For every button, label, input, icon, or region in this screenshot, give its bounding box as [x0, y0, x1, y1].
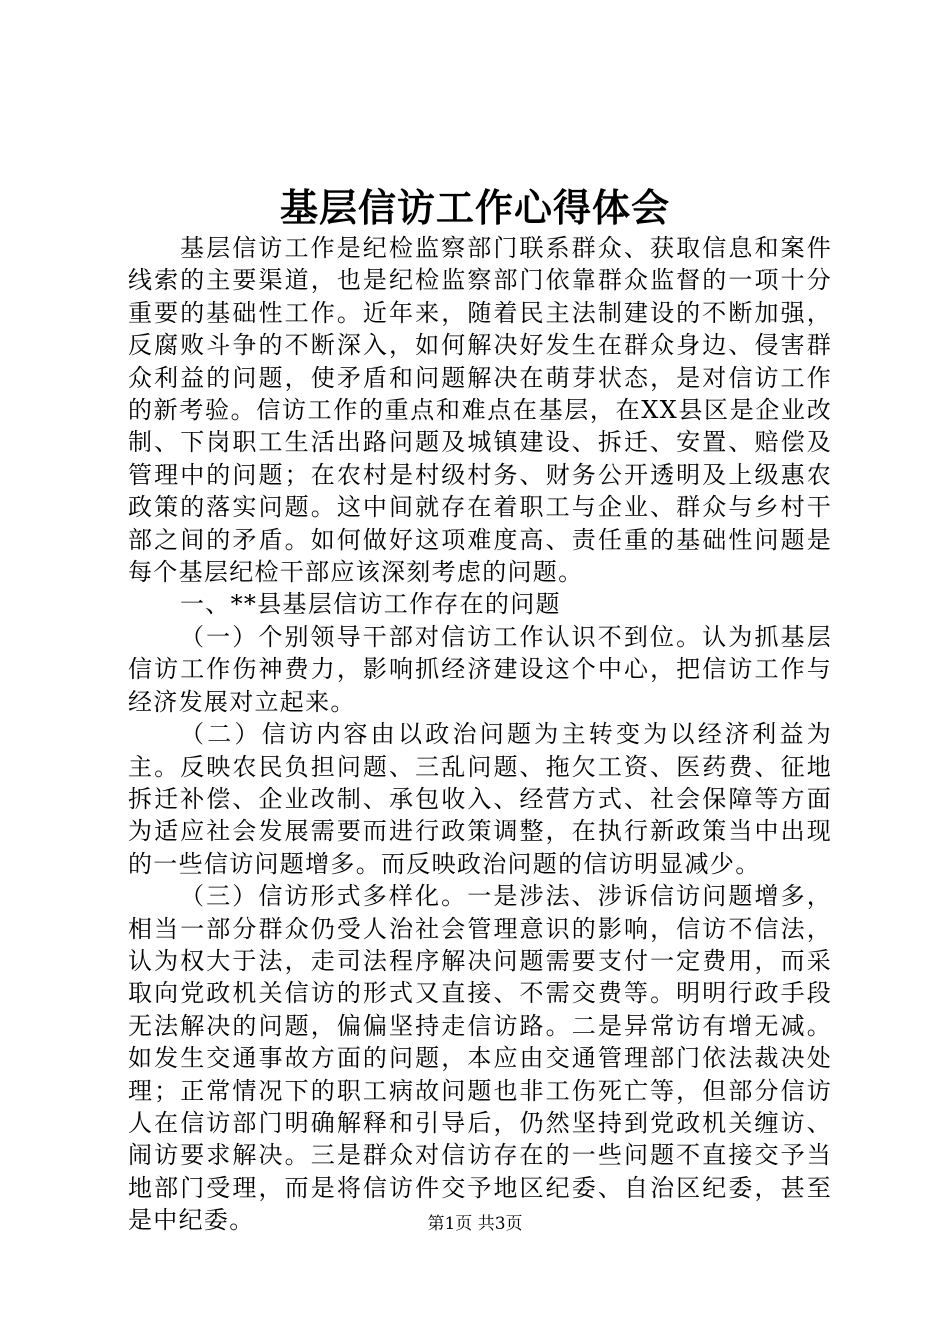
- document-body: [128, 232, 832, 1237]
- paragraph-point-3: （三）信访形式多样化。一是涉法、涉诉信访问题增多，相当一部分群众仍受人治社会管理意识的影响，信访不信法，认为权大于法，走司法程序解决问题需要支付一定费用，而采取向党政机关信访的形式又直接、不需交费等。明明行政手段无法解决的问题，偏偏坚持走信访路。二是异常访有增无减。如发生交通事故方面的问题，本应由交通管理部门依法裁决处理；正常情况下的职工病故问题也非工伤死亡等，但部分信访人在信访部门明确解释和引导后，仍然坚持到党政机关缠访、闹访要求解决。三是群众对信访存在的一些问题不直接交予当地部门受理，而是将信访件交予地区纪委、自治区纪委，甚至是中纪委。: [128, 882, 832, 1235]
- page-number-footer: 第1页 共3页: [427, 1214, 523, 1234]
- paragraph-point-2: （二）信访内容由以政治问题为主转变为以经济利益为主。反映农民负担问题、三乱问题、拖欠工资、医药费、征地拆迁补偿、企业改制、承包收入、经营方式、社会保障等方面为适应社会发展需要而进行政策调整，在执行新政策当中出现的一些信访问题增多。而反映政治问题的信访明显减少。: [128, 720, 832, 878]
- paragraph-intro: 基层信访工作是纪检监察部门联系群众、获取信息和案件线索的主要渠道，也是纪检监察部门依靠群众监督的一项十分重要的基础性工作。近年来，随着民主法制建设的不断加强，反腐败斗争的不断深入，如何解决好发生在群众身边、侵害群众利益的问题，使矛盾和问题解决在萌芽状态，是对信访工作的新考验。信访工作的重点和难点在基层，在XX县区是企业改制、下岗职工生活出路问题及城镇建设、拆迁、安置、赔偿及管理中的问题；在农村是村级村务、财务公开透明及上级惠农政策的落实问题。这中间就存在着职工与企业、群众与乡村干部之间的矛盾。如何做好这项难度高、责任重的基础性问题是每个基层纪检干部应该深刻考虑的问题。: [128, 234, 832, 587]
- paragraph-point-1: （一）个别领导干部对信访工作认识不到位。认为抓基层信访工作伤神费力，影响抓经济建设这个中心，把信访工作与经济发展对立起来。: [128, 622, 832, 716]
- section-heading: 一、**县基层信访工作存在的问题: [180, 590, 561, 619]
- document-title: 基层信访工作心得体会: [279, 185, 670, 230]
